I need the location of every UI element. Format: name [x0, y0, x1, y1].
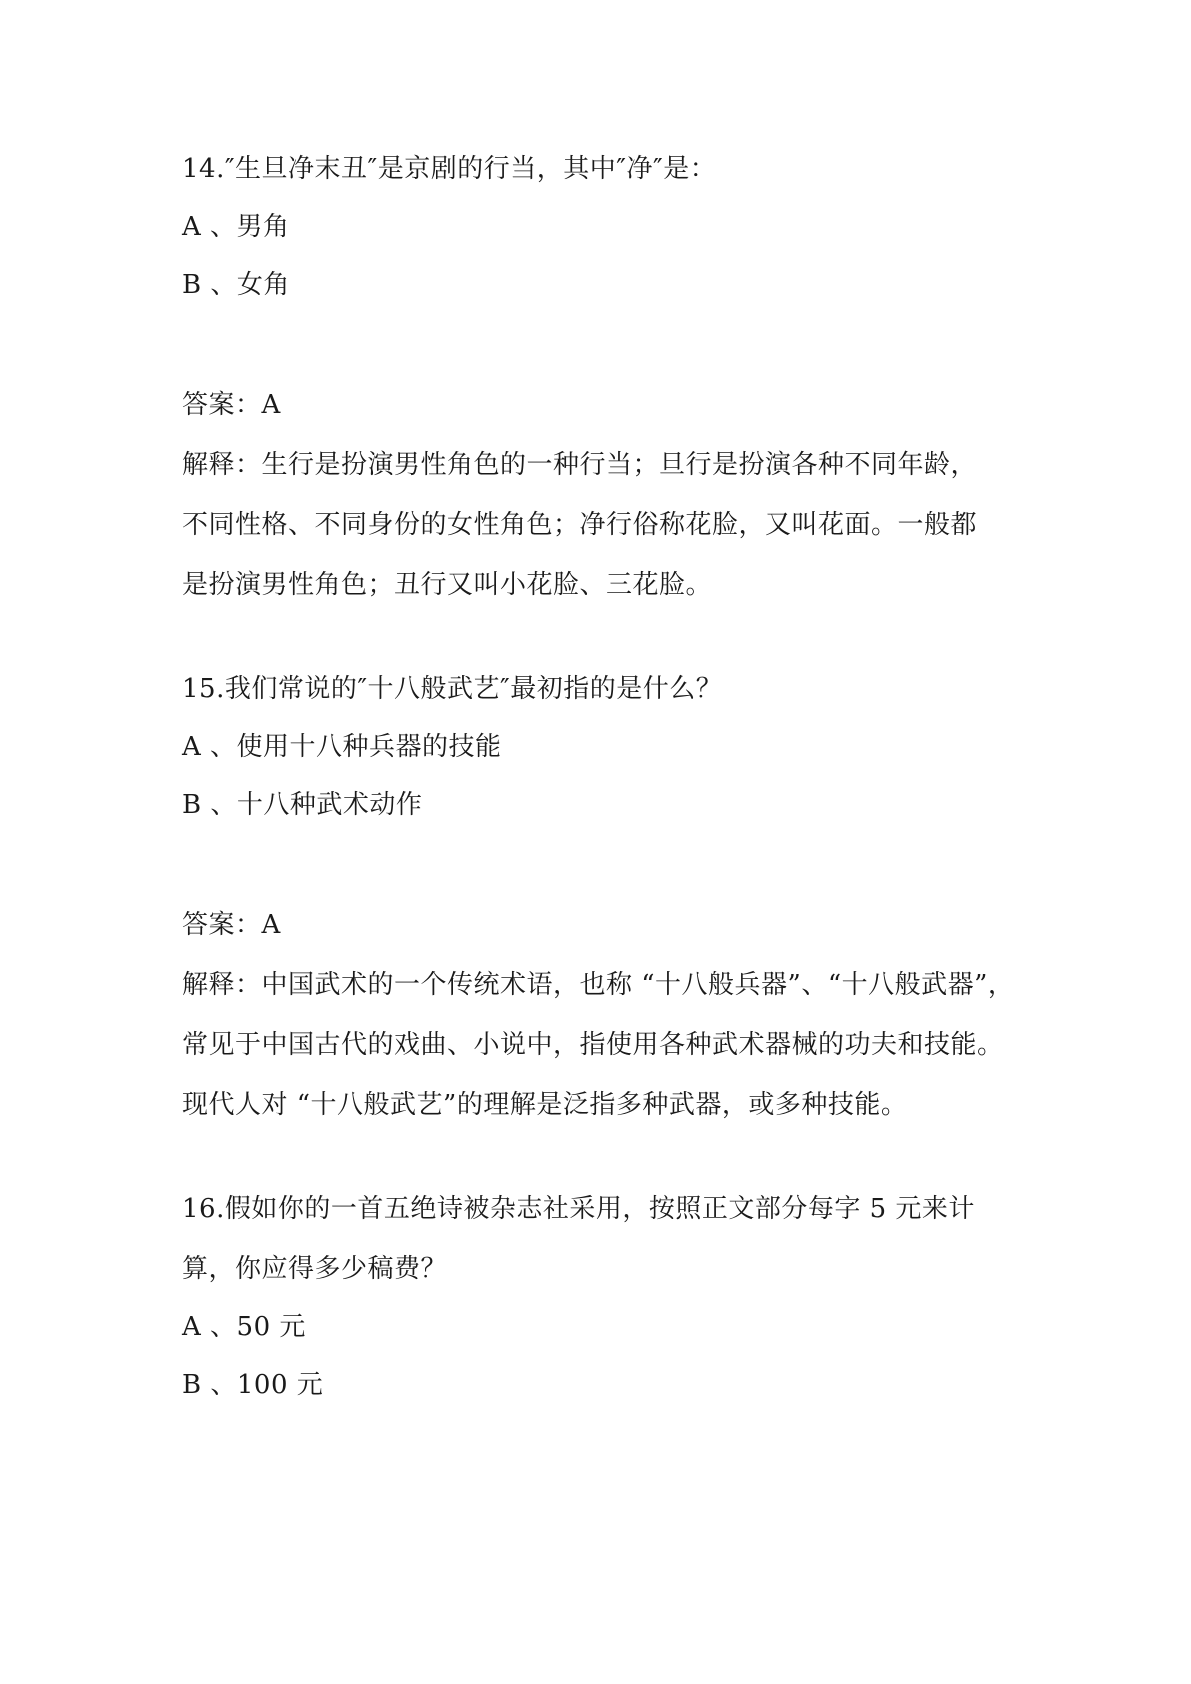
question-14-explanation-line-1: 解释：生行是扮演男性角色的一种行当；旦行是扮演各种不同年龄， [182, 450, 978, 480]
question-15-answer: 答案：A [182, 910, 281, 940]
question-14-explanation-line-2: 不同性格、不同身份的女性角色；净行俗称花脸，又叫花面。一般都 [182, 510, 978, 540]
question-15-text: 15.我们常说的″十八般武艺″最初指的是什么？ [182, 674, 723, 704]
question-15-explanation-line-1: 解释：中国武术的一个传统术语，也称 “十八般兵器”、“十八般武器”， [182, 970, 1015, 1000]
question-16-option-a: A 、50 元 [182, 1312, 306, 1342]
question-14-option-a: A 、男角 [182, 212, 290, 242]
question-14-explanation-line-3: 是扮演男性角色；丑行又叫小花脸、三花脸。 [182, 570, 713, 600]
question-15-option-b: B 、十八种武术动作 [182, 790, 423, 820]
question-16-text-line-2: 算，你应得多少稿费？ [182, 1254, 448, 1284]
question-16-text-line-1: 16.假如你的一首五绝诗被杂志社采用，按照正文部分每字 5 元来计 [182, 1194, 975, 1224]
question-16-option-b: B 、100 元 [182, 1370, 324, 1400]
question-15-explanation-line-2: 常见于中国古代的戏曲、小说中，指使用各种武术器械的功夫和技能。 [182, 1030, 1004, 1060]
question-15-explanation-line-3: 现代人对 “十八般武艺”的理解是泛指多种武器，或多种技能。 [182, 1090, 908, 1120]
question-14-text: 14.″生旦净末丑″是京剧的行当，其中″净″是： [182, 154, 717, 184]
question-14-option-b: B 、女角 [182, 270, 290, 300]
question-15-option-a: A 、使用十八种兵器的技能 [182, 732, 502, 762]
question-14-answer: 答案：A [182, 390, 281, 420]
